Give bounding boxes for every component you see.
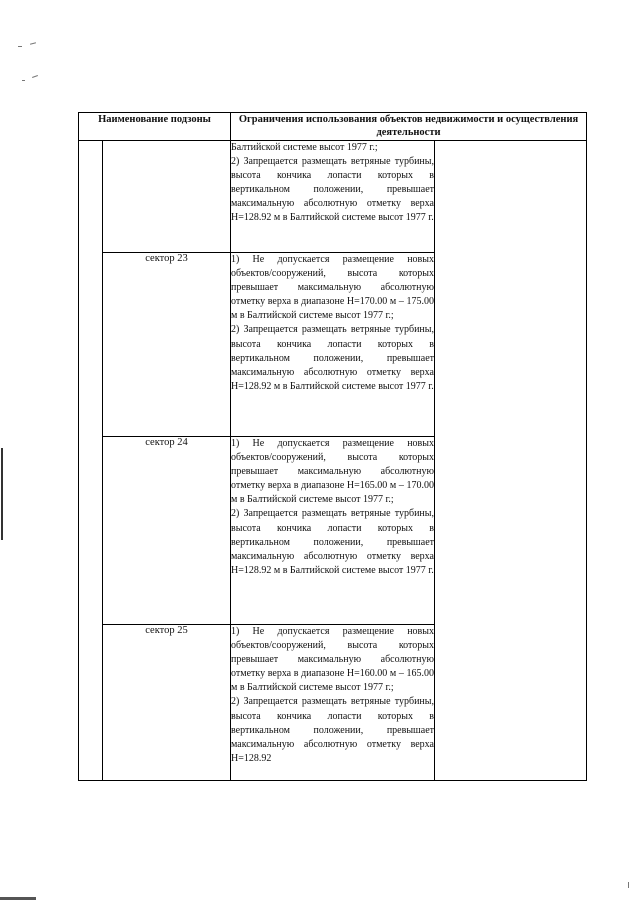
empty-column — [435, 141, 587, 781]
table-header-row — [79, 113, 587, 141]
restriction-text — [231, 141, 435, 253]
restriction-paragraph: 1) Не допускается размещение новых объектов/сооружений, высота которых превышает максимальную абсолютную отметку верха в диапазоне Н=170.00 м – 175.00 м в Балтийской системе высот 1977 г.; — [231, 254, 434, 322]
subzone-name: сектор 23 — [103, 253, 231, 437]
subzone-name — [103, 141, 231, 253]
subzone-name: сектор 24 — [103, 437, 231, 625]
restriction-text — [231, 437, 435, 625]
table-row — [79, 141, 587, 253]
scan-speck — [22, 80, 25, 81]
scan-edge-mark — [1, 448, 3, 540]
restriction-paragraph: 2) Запрещается размещать ветряные турбины, высота кончика лопасти которых в вертикальном положении, превышает максимальную абсолютную отметку верха Н=128.92 м в Балтийской системе высот 1977 г. — [231, 508, 434, 576]
scan-edge-mark — [0, 897, 36, 900]
subzone-name: сектор 25 — [103, 625, 231, 781]
restriction-paragraph: 1) Не допускается размещение новых объектов/сооружений, высота которых превышает максимальную абсолютную отметку верха в диапазоне Н=165.00 м – 170.00 м в Балтийской системе высот 1977 г.; — [231, 438, 434, 506]
restriction-text — [231, 625, 435, 781]
header-subzone-name: Наименование подзоны — [79, 113, 231, 141]
restriction-paragraph: 2) Запрещается размещать ветряные турбины, высота кончика лопасти которых в вертикальном положении, превышает максимальную абсолютную отметку верха Н=128.92 м в Балтийской системе высот 1977 г. — [231, 156, 434, 224]
restrictions-table — [78, 112, 587, 781]
restriction-paragraph: 1) Не допускается размещение новых объектов/сооружений, высота которых превышает максимальную абсолютную отметку верха в диапазоне Н=160.00 м – 165.00 м в Балтийской системе высот 1977 г.; — [231, 626, 434, 694]
scan-speck — [30, 42, 36, 45]
restriction-paragraph: Балтийской системе высот 1977 г.; — [231, 142, 378, 153]
scan-speck — [628, 882, 629, 888]
scan-speck — [18, 46, 22, 47]
restriction-paragraph: 2) Запрещается размещать ветряные турбины, высота кончика лопасти которых в вертикальном положении, превышает максимальную абсолютную отметку верха Н=128.92 — [231, 696, 434, 764]
restriction-text — [231, 253, 435, 437]
header-restrictions: Ограничения использования объектов недвижимости и осуществления деятельности — [231, 113, 587, 141]
scan-speck — [32, 75, 38, 78]
restriction-paragraph: 2) Запрещается размещать ветряные турбины, высота кончика лопасти которых в вертикальном положении, превышает максимальную абсолютную отметку верха Н=128.92 м в Балтийской системе высот 1977 г. — [231, 324, 434, 392]
indent-column — [79, 141, 103, 781]
